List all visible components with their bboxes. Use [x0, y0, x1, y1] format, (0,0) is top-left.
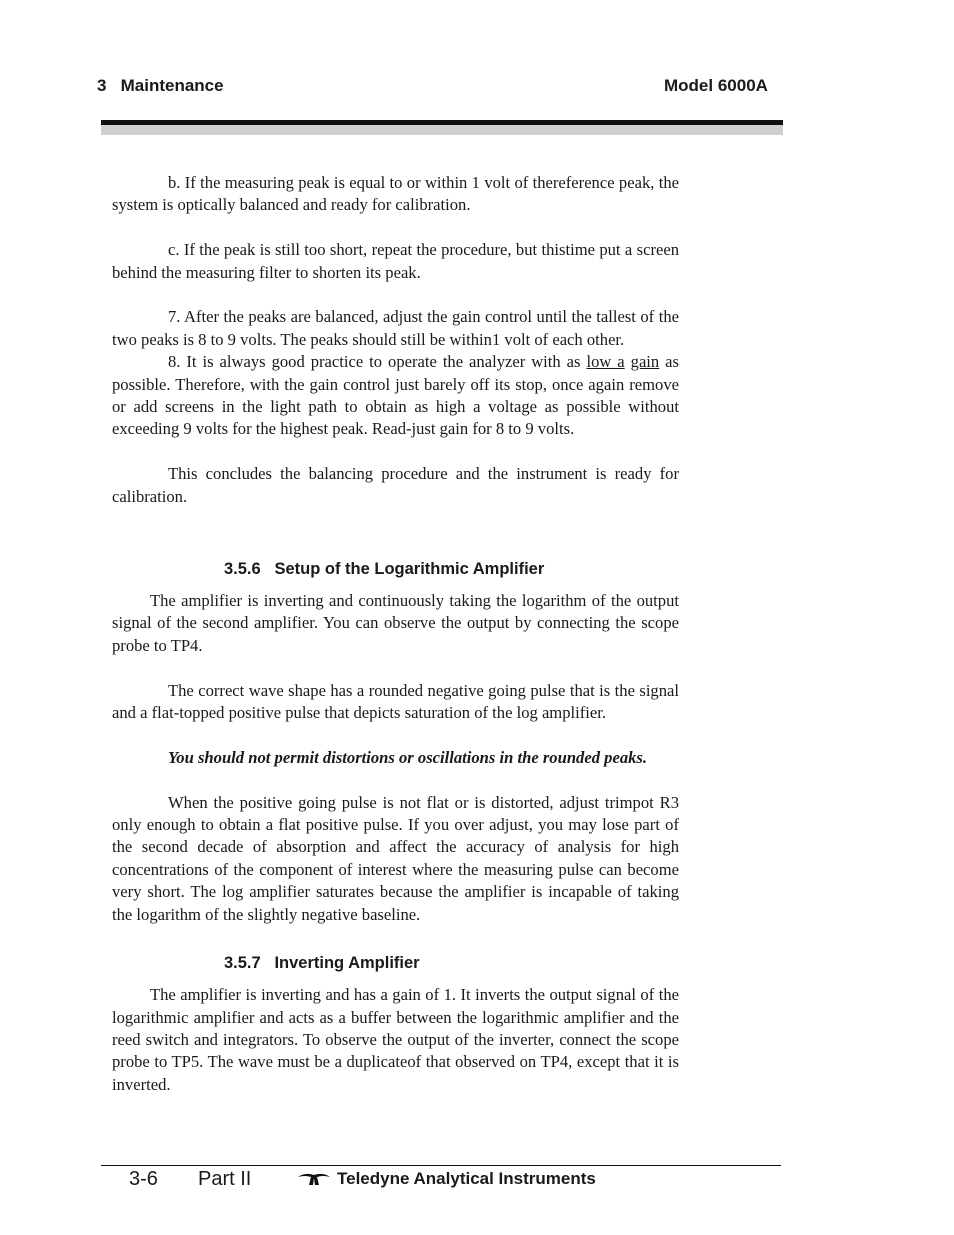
paragraph-step-8 [112, 351, 679, 441]
paragraph-trimpot-adjust: When the positive going pulse is not flat or is distorted, adjust trimpot R3 only enough to obtain a flat positive pulse. If you over adjust, you may lose part of the second decade of absorption and affect the accuracy of analysis for high concentrations of the component of interest where the measuring pulse can become very short. The log amplifier saturates because the amplifier is incapable of taking the logarithm of the slightly negative baseline. [112, 792, 679, 924]
company-name: Teledyne Analytical Instruments [337, 1169, 596, 1188]
underlined-low-a: low a [586, 352, 625, 372]
underlined-gain: gain [630, 352, 660, 372]
paragraph-log-amp-intro: The amplifier is inverting and continuously taking the logarithm of the output signal of the second amplifier. You can observe the output by connecting the scope probe to TP4. [112, 591, 679, 655]
paragraph-conclusion: This concludes the balancing procedure and the instrument is ready for calibration. [112, 464, 679, 506]
paragraph-step-b: b. If the measuring peak is equal to or within 1 volt of thereference peak, the system is optically balanced and ready for calibration. [112, 173, 679, 215]
page-body [112, 172, 679, 1096]
section-heading-3-5-6: 3.5.6 Setup of the Logarithmic Amplifier [224, 560, 545, 579]
page-number: 3-6 [129, 1168, 158, 1190]
warning-note: You should not permit distortions or oscillations in the rounded peaks. [168, 747, 648, 767]
paragraph-wave-shape: The correct wave shape has a rounded negative going pulse that is the signal and a flat-topped positive pulse that depicts saturation of the log amplifier. [112, 680, 679, 723]
paragraph-step-c: c. If the peak is still too short, repeat the procedure, but thistime put a screen behind the measuring filter to shorten its peak. [112, 240, 679, 282]
footer-rule [101, 1165, 781, 1166]
step-8-text-start: 8. It is always good practice to operate the analyzer with as [168, 352, 587, 372]
teledyne-logo-icon [297, 1172, 331, 1191]
section-heading-3-5-7: 3.5.7 Inverting Amplifier [224, 954, 420, 973]
paragraph-inverting-amp: The amplifier is inverting and has a gain of 1. It inverts the output signal of the logarithmic amplifier and acts as a buffer between the logarithmic amplifier and the reed switch and integrators. To observe the output of the inverter, connect the scope probe to TP5. The wave must be a duplicateof that observed on TP4, except that it is inverted. [112, 985, 679, 1094]
header-shadow-rule [101, 125, 783, 135]
part-label: Part II [198, 1168, 252, 1190]
step-8-text-end: as possible. Therefore, with the gain control just barely off its stop, once again remove or add screens in the light path to obtain as high a voltage as possible without exceeding 9 volts for the highest peak. Read-just gain for 8 to 9 volts. [112, 352, 680, 439]
running-header-chapter: 3 Maintenance [97, 76, 224, 95]
paragraph-step-7: 7. After the peaks are balanced, adjust the gain control until the tallest of the two peaks is 8 to 9 volts. The peaks should still be within1 volt of each other. [112, 307, 679, 349]
running-header-model: Model 6000A [664, 76, 768, 95]
